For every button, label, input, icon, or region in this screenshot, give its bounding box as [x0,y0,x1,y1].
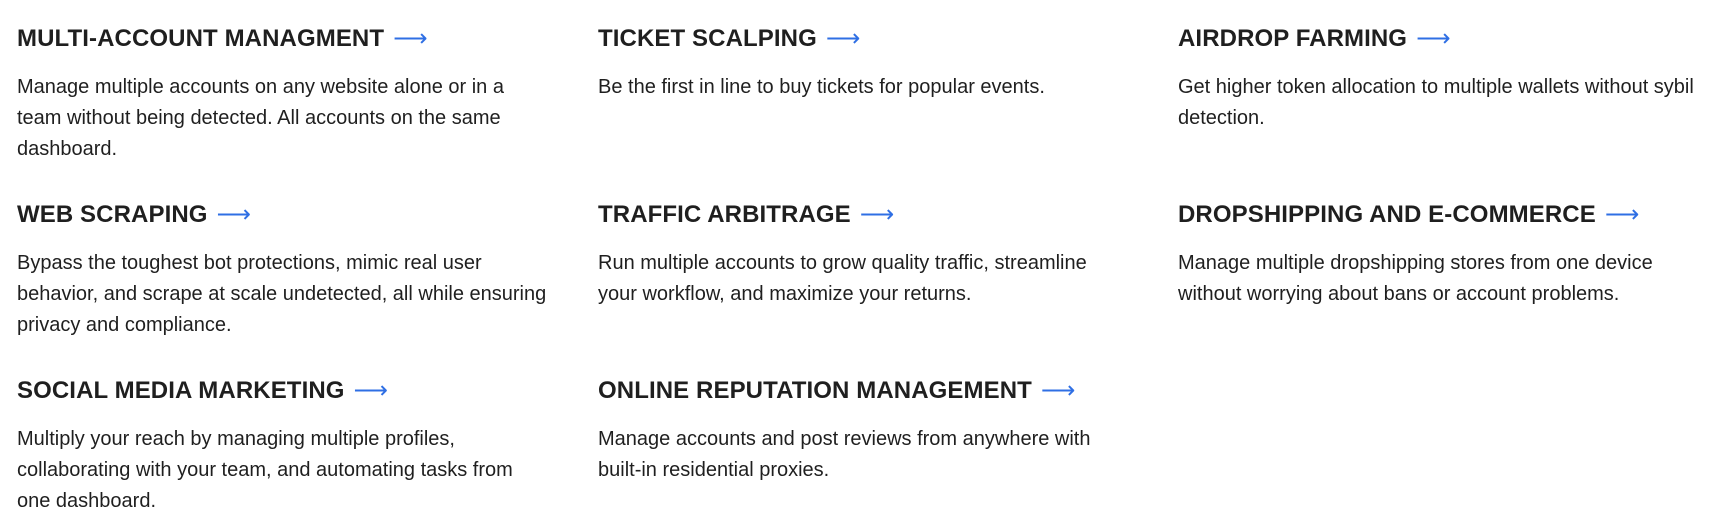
arrow-right-icon: ⟶ [1604,201,1640,228]
use-case-link-web-scraping[interactable] [17,200,547,230]
use-case-title: SOCIAL MEDIA MARKETING [17,377,345,404]
use-case-card-airdrop-farming [1178,24,1708,134]
use-case-card-web-scraping [17,200,547,341]
use-case-link-online-reputation[interactable] [598,376,1128,406]
use-case-title: TICKET SCALPING [598,25,817,52]
arrow-right-icon: ⟶ [393,25,428,52]
use-case-description: Be the first in line to buy tickets for popular events. [598,76,1045,98]
arrow-right-icon: ⟶ [353,377,389,404]
arrow-right-icon: ⟶ [1040,377,1076,404]
use-case-description: Manage multiple accounts on any website alone or in a team without being detected. All accounts on the same dashboard. [17,76,504,160]
use-case-card-multi-account [17,24,547,165]
use-case-link-airdrop-farming[interactable] [1178,24,1708,54]
use-case-description: Bypass the toughest bot protections, mimic real user behavior, and scrape at scale undetected, all while ensuring privacy and compliance. [17,252,547,336]
use-case-link-dropshipping[interactable] [1178,200,1708,230]
arrow-right-icon: ⟶ [216,201,252,228]
use-case-title: TRAFFIC ARBITRAGE [598,201,851,228]
use-case-card-ticket-scalping [598,24,1128,103]
use-case-title: WEB SCRAPING [17,201,208,228]
use-case-description: Manage accounts and post reviews from anywhere with built-in residential proxies. [598,428,1091,481]
use-case-link-social-media[interactable] [17,376,547,406]
use-case-title: MULTI-ACCOUNT MANAGMENT [17,25,385,52]
use-case-card-social-media [17,376,547,517]
use-case-link-multi-account[interactable] [17,24,547,54]
use-case-link-ticket-scalping[interactable] [598,24,1128,54]
use-case-description: Run multiple accounts to grow quality traffic, streamline your workflow, and maximize your returns. [598,252,1087,305]
use-case-card-dropshipping [1178,200,1708,310]
arrow-right-icon: ⟶ [859,201,895,228]
use-case-description: Get higher token allocation to multiple wallets without sybil detection. [1178,76,1694,129]
arrow-right-icon: ⟶ [1416,25,1451,52]
use-case-title: DROPSHIPPING AND E-COMMERCE [1178,201,1596,228]
use-case-card-traffic-arbitrage [598,200,1128,310]
use-case-description: Manage multiple dropshipping stores from one device without worrying about bans or account problems. [1178,252,1653,305]
use-case-link-traffic-arbitrage[interactable] [598,200,1128,230]
use-case-card-online-reputation [598,376,1128,486]
use-case-description: Multiply your reach by managing multiple profiles, collaborating with your team, and automating tasks from one dashboard. [17,428,513,512]
use-case-title: AIRDROP FARMING [1178,25,1408,52]
arrow-right-icon: ⟶ [825,25,861,52]
use-case-title: ONLINE REPUTATION MANAGEMENT [598,377,1032,404]
